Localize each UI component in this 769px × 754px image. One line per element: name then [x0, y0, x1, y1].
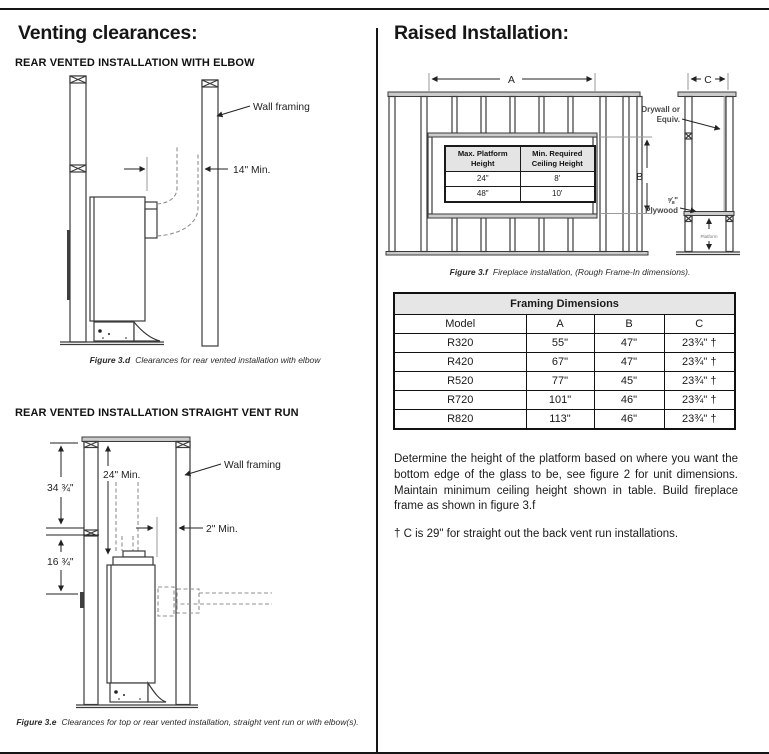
- fig-e-caption-label: Figure 3.e: [16, 717, 57, 727]
- table-cell: 77": [526, 372, 594, 391]
- svg-text:⅝": ⅝": [667, 196, 678, 205]
- platform-dim: [700, 219, 717, 250]
- top-plate: [82, 437, 190, 442]
- table-row: [394, 391, 735, 410]
- side-view-wall: [676, 92, 740, 255]
- table-cell: R320: [394, 334, 526, 353]
- svg-text:Wall framing: Wall framing: [224, 460, 281, 471]
- right-stud: [176, 442, 190, 705]
- svg-text:16 ¾": 16 ¾": [47, 557, 74, 568]
- wall-framing-label: [217, 102, 310, 116]
- table-header-row: [445, 146, 595, 171]
- svg-text:14" Min.: 14" Min.: [233, 165, 271, 176]
- col-header-b: B: [594, 315, 664, 334]
- svg-text:Platform: Platform: [700, 234, 718, 239]
- svg-text:Plywood: Plywood: [645, 206, 678, 215]
- table-cell: 23¾" †: [664, 410, 735, 430]
- table-cell: 23¾" †: [664, 372, 735, 391]
- table-row: [394, 410, 735, 430]
- svg-text:Drywall or: Drywall or: [641, 105, 680, 114]
- fig-d-diagram: [40, 72, 340, 352]
- svg-text:C: C: [704, 75, 712, 86]
- svg-text:Wall framing: Wall framing: [253, 102, 310, 113]
- plywood-platform-top: [684, 212, 734, 216]
- platform-height-table: [444, 145, 596, 203]
- col-header-c: C: [664, 315, 735, 334]
- body-paragraph: Determine the height of the platform based on where you want the bottom edge of the glass to be, see figure 2 for unit dimensions. Maintain minimum ceiling height shown in table. Build fireplace frame as shown in figure 3.f: [394, 453, 738, 513]
- column-divider: [376, 28, 378, 754]
- svg-text:Equiv.: Equiv.: [656, 115, 680, 124]
- col-header-a: A: [526, 315, 594, 334]
- vent-pipe-dashed: [157, 147, 198, 236]
- wall-framing-label: [185, 460, 281, 475]
- floor-line: [76, 705, 198, 708]
- table-cell: 8': [520, 171, 595, 186]
- dagger-note: † C is 29" for straight out the back vent run installations.: [394, 528, 679, 540]
- table-header-row: [394, 315, 735, 334]
- svg-text:2" Min.: 2" Min.: [206, 524, 238, 535]
- table-cell: R720: [394, 391, 526, 410]
- fig-e-caption-text: Clearances for top or rear vented installation, straight vent run or with elbow(s).: [61, 717, 359, 727]
- left-column-title: Venting clearances:: [18, 22, 198, 44]
- wall-finish-bar: [80, 592, 84, 608]
- fig-e-heading: REAR VENTED INSTALLATION STRAIGHT VENT RUN: [15, 407, 299, 419]
- table-cell: 24": [445, 171, 520, 186]
- fireplace-unit: [90, 197, 160, 341]
- table-header-cell: Min. Required Ceiling Height: [520, 146, 595, 171]
- table-row: [394, 353, 735, 372]
- table-cell: 23¾" †: [664, 334, 735, 353]
- fig-d-heading: REAR VENTED INSTALLATION WITH ELBOW: [15, 57, 255, 69]
- fig-e-diagram: [40, 430, 340, 712]
- table-cell: R420: [394, 353, 526, 372]
- right-column-title: Raised Installation:: [394, 22, 569, 44]
- table-cell: 48": [445, 186, 520, 202]
- floor-line: [676, 252, 740, 255]
- fig-d-caption-text: Clearances for rear vented installation with elbow: [135, 355, 321, 365]
- fig-d-caption-label: Figure 3.d: [89, 355, 131, 365]
- vent-path-dashed: [116, 482, 138, 551]
- fig-f-caption-label: Figure 3.f: [449, 267, 488, 277]
- table-title-row: [394, 293, 735, 315]
- table-cell: 46": [594, 391, 664, 410]
- table-cell: R820: [394, 410, 526, 430]
- dim-14-min: [124, 157, 270, 191]
- dim-34: [46, 443, 84, 528]
- table-cell: R520: [394, 372, 526, 391]
- table-cell: 45": [594, 372, 664, 391]
- top-rule: [0, 8, 769, 10]
- table-cell: 113": [526, 410, 594, 430]
- svg-text:34 ¾": 34 ¾": [47, 483, 74, 494]
- svg-text:A: A: [508, 75, 515, 86]
- dim-a: [429, 73, 595, 91]
- table-row: [394, 334, 735, 353]
- table-cell: 23¾" †: [664, 353, 735, 372]
- table-cell: 10': [520, 186, 595, 202]
- table-title: Framing Dimensions: [394, 293, 735, 315]
- fig-e-caption: [0, 717, 375, 727]
- fig-f-caption-text: Fireplace installation, (Rough Frame-In dimensions).: [492, 267, 691, 277]
- fig-d-caption: [55, 355, 355, 365]
- svg-text:24" Min.: 24" Min.: [103, 470, 141, 481]
- table-cell: 55": [526, 334, 594, 353]
- fireplace-unit: [107, 551, 166, 702]
- dim-c: [688, 73, 728, 90]
- table-cell: 23¾" †: [664, 391, 735, 410]
- col-header-model: Model: [394, 315, 526, 334]
- table-cell: 67": [526, 353, 594, 372]
- rear-vent-dashed: [158, 587, 272, 616]
- right-stud: [202, 80, 218, 346]
- floor-line: [60, 342, 164, 345]
- framing-dimensions-table: [393, 292, 736, 430]
- svg-text:B: B: [636, 172, 643, 183]
- table-cell: 47": [594, 334, 664, 353]
- table-row: [445, 186, 595, 202]
- table-cell: 46": [594, 410, 664, 430]
- left-stud: [84, 442, 98, 705]
- left-stud: [70, 76, 86, 342]
- drywall-label: [641, 105, 720, 129]
- table-cell: 101": [526, 391, 594, 410]
- table-row: [445, 171, 595, 186]
- table-header-cell: Max. Platform Height: [445, 146, 520, 171]
- table-cell: 47": [594, 353, 664, 372]
- fig-f-caption: [390, 267, 750, 277]
- table-row: [394, 372, 735, 391]
